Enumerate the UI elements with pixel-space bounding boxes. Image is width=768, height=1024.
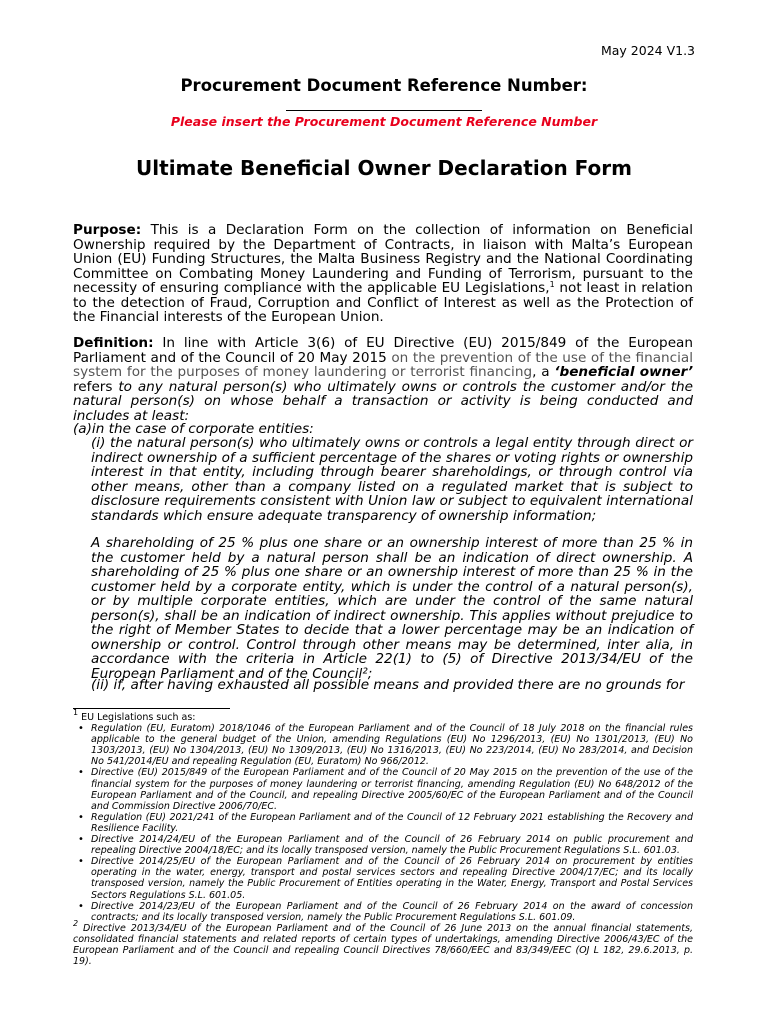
reference-number-blank-line[interactable] bbox=[286, 110, 482, 111]
footnote-1-item: • Directive 2014/24/EU of the European Parliament and of the Council of 26 February 2014 on public procurement and repealing Directive 2004/18/EC; and its locally transposed version, namely the Public Procurement Regulations S.L. 601.03. bbox=[91, 834, 693, 856]
purpose-paragraph bbox=[73, 223, 693, 325]
reference-number-title: Procurement Document Reference Number: bbox=[180, 76, 588, 95]
footnote-1-list bbox=[73, 723, 693, 923]
purpose-label: Purpose: bbox=[73, 222, 142, 238]
definition-text-grey: on the prevention of the use of the financial system for the purposes of money laundering or terrorist financing bbox=[73, 349, 693, 380]
clause-a: (a)in the case of corporate entities: bbox=[73, 421, 314, 437]
footnote-1-marker: 1 bbox=[73, 708, 79, 717]
footnotes bbox=[73, 708, 693, 968]
footnote-1-item: • Regulation (EU, Euratom) 2018/1046 of the European Parliament and of the Council of 18 July 2018 on the financial rules applicable to the general budget of the Union, amending Regulations (EU) No 1296/2013, (EU) No 1301/2013, (EU) No 1303/2013, (EU) No 1304/2013, (EU) No 1309/2013, (EU) No 1316/2013, (EU) No 223/2014, (EU) No 283/2014, and Decision No 541/2014/EU and repealing Regulation (EU, Euratom) No 966/2012. bbox=[91, 723, 693, 767]
beneficial-owner-term: ‘beneficial owner’ bbox=[554, 364, 694, 380]
footnote-separator bbox=[73, 708, 230, 709]
definition-text-2: , a bbox=[532, 364, 555, 380]
footnote-1-item: • Directive 2014/25/EU of the European Parliament and of the Council of 26 February 2014 on procurement by entities operating in the water, energy, transport and postal services sectors and repealing Directive 2004/17/EC; and its locally transposed version, namely the Public Procurement of Entities operating in the Water, Energy, Transport and Postal Services Sectors Regulations S.L. 601.05. bbox=[91, 856, 693, 900]
footnote-1-item: • Directive 2014/23/EU of the European Parliament and of the Council of 26 February 2014 on the award of concession contracts; and its locally transposed version, namely the Public Procurement Regulations S.L. 601.09. bbox=[91, 901, 693, 923]
footnote-1-heading: $^1$ EU Legislations such as: bbox=[73, 708, 196, 723]
version-label: May 2024 V1.3 bbox=[600, 43, 695, 58]
clause-a-ii: (ii) if, after having exhausted all possible means and provided there are no grounds for bbox=[91, 677, 685, 693]
footnote-ref-1: 1 bbox=[549, 280, 555, 289]
definition-italic-text: to any natural person(s) who ultimately owns or controls the customer and/or the natural person(s) on whose behalf a transaction or activity is being conducted and includes at least: bbox=[73, 378, 694, 424]
shareholding-paragraph: A shareholding of 25 % plus one share or an ownership interest of more than 25 % in the customer held by a natural person shall be an indication of direct ownership. A shareholding of 25 % plus one share or an ownership interest of more than 25 % in the customer held by a corporate entity, which is under the control of a natural person(s), or by multiple corporate entities, which are under the control of the same natural person(s), shall be an indication of indirect ownership. This applies without prejudice to the right of Member States to decide that a lower percentage may be an indication of ownership or control. Control through other means may be determined, inter alia, in accordance with the criteria in Article 22(1) to (5) of Directive 2013/34/EU of the European Parliament and of the Council²; bbox=[91, 535, 693, 682]
form-title: Ultimate Beneficial Owner Declaration Form bbox=[136, 156, 632, 180]
footnote-1-item: • Directive (EU) 2015/849 of the European Parliament and of the Council of 20 May 2015 on the prevention of the use of the financial system for the purposes of money laundering or terrorist financing, amending Regulation (EU) No 648/2012 of the European Parliament and of the Council, and repealing Directive 2005/60/EC of the European Parliament and of the Council and Commission Directive 2006/70/EC. bbox=[91, 767, 693, 811]
footnote-2: $^2$ Directive 2013/34/EU of the European Parliament and of the Council of 26 June 2013 on the annual financial statements, consolidated financial statements and related reports of certain types of undertakings, amending Directive 2006/43/EC of the European Parliament and of the Council and repealing Council Directives 78/660/EEC and 83/349/EEC (OJ L 182, 29.6.2013, p. 19). bbox=[73, 918, 693, 968]
purpose-text-2: not least in relation to the detection of Fraud, Corruption and Conflict of Interest as well as the Protection of the Financial interests of the European Union. bbox=[73, 280, 693, 325]
definition-text-1: In line with Article 3(6) of EU Directive (EU) 2015/849 of the European Parliament and of the Council of 20 May 2015 bbox=[73, 335, 693, 366]
footnote-2-marker: 2 bbox=[73, 918, 79, 928]
reference-number-instruction: Please insert the Procurement Document Reference Number bbox=[170, 114, 598, 129]
definition-label: Definition: bbox=[73, 335, 154, 351]
definition-paragraph bbox=[73, 336, 693, 423]
purpose-text-1: This is a Declaration Form on the collection of information on Beneficial Ownership required by the Department of Contracts, in liaison with Malta’s European Union (EU) Funding Structures, the Malta Business Registry and the National Coordinating Committee on Combating Money Laundering and Funding of Terrorism, pursuant to the necessity of ensuring compliance with the applicable EU Legislations, bbox=[73, 222, 693, 296]
footnote-1-item: • Regulation (EU) 2021/241 of the European Parliament and of the Council of 12 February 2021 establishing the Recovery and Resilience Facility. bbox=[91, 812, 693, 834]
definition-text-3: refers bbox=[73, 378, 119, 395]
clause-a-i: (i) the natural person(s) who ultimately owns or controls a legal entity through direct or indirect ownership of a sufficient percentage of the shares or voting rights or ownership interest in that entity, including through bearer shareholdings, or through control via other means, other than a company listed on a regulated market that is subject to disclosure requirements consistent with Union law or subject to equivalent international standards which ensure adequate transparency of ownership information; bbox=[91, 435, 693, 524]
